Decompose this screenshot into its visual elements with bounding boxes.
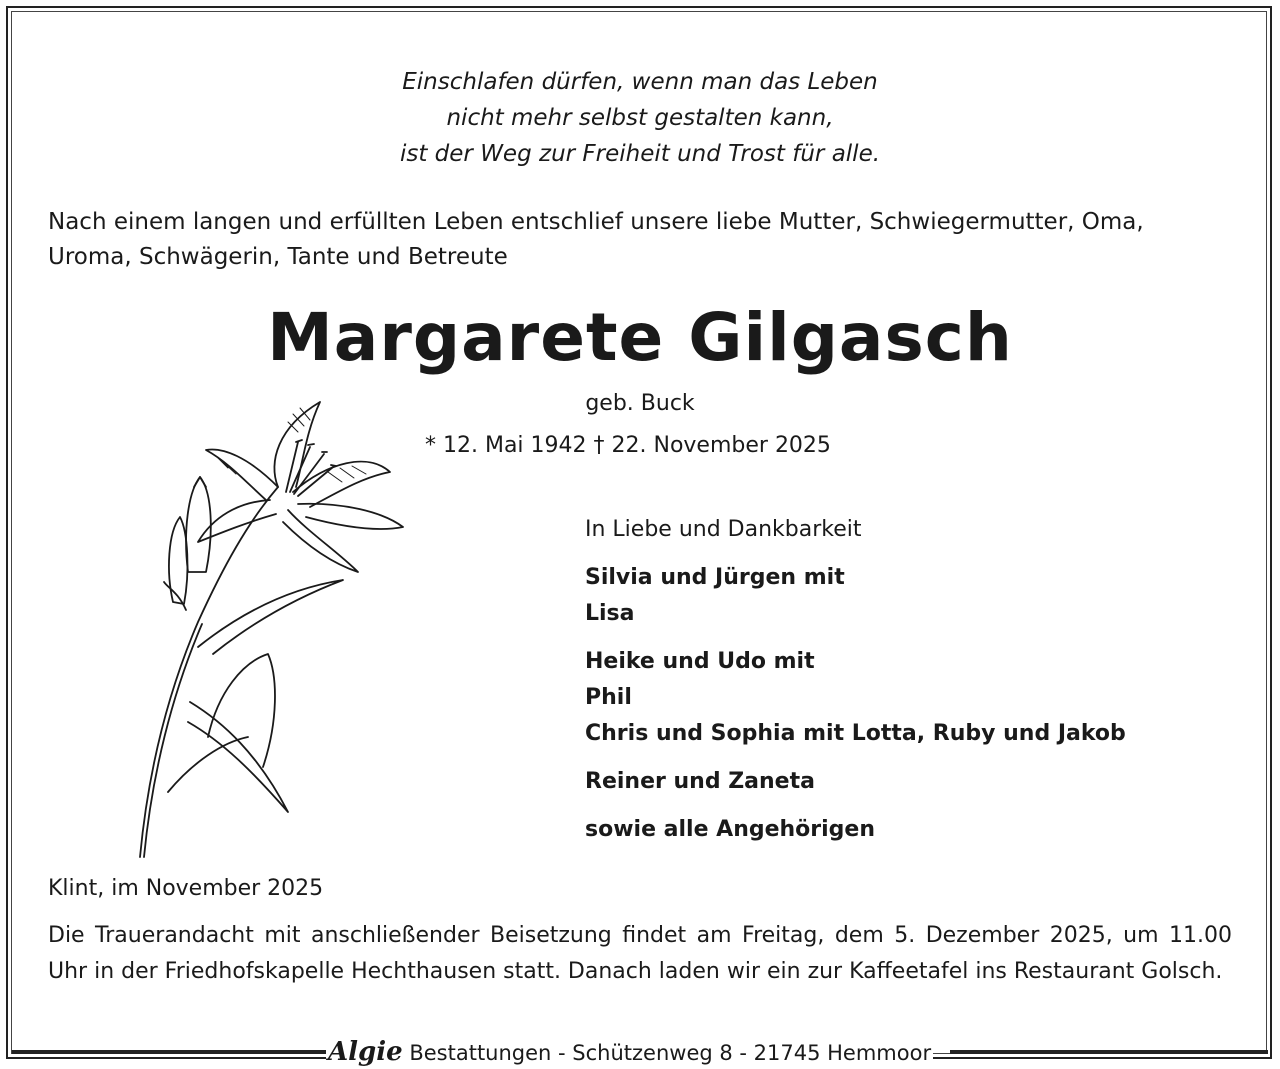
poem bbox=[0, 64, 1280, 172]
mourners-list bbox=[585, 512, 1126, 860]
family-group bbox=[585, 644, 1126, 752]
family-line: Reiner und Zaneta bbox=[585, 769, 815, 794]
family-group bbox=[585, 812, 1126, 848]
family-line: Silvia und Jürgen mit bbox=[585, 565, 845, 590]
family-line: Phil bbox=[585, 685, 632, 710]
family-line: Lisa bbox=[585, 601, 635, 626]
service-info: Die Trauerandacht mit anschließender Beisetzung findet am Freitag, dem 5. Dezember 2025, um 11.00 Uhr in der Friedhofskapelle Hechthausen statt. Danach laden wir ein zur Kaffeetafel ins Restaurant Golsch. bbox=[48, 923, 1232, 984]
family-line: Chris und Sophia mit Lotta, Ruby und Jakob bbox=[585, 721, 1126, 746]
poem-line: ist der Weg zur Freiheit und Trost für alle. bbox=[399, 141, 881, 167]
family-group bbox=[585, 560, 1126, 632]
intro-text bbox=[48, 205, 1238, 275]
footer-rule-left bbox=[12, 1050, 328, 1054]
deceased-name: Margarete Gilgasch bbox=[267, 299, 1013, 376]
family-line: Heike und Udo mit bbox=[585, 649, 815, 674]
poem-line: nicht mehr selbst gestalten kann, bbox=[446, 105, 834, 131]
footer-rule-right bbox=[950, 1050, 1268, 1054]
intro-line: Nach einem langen und erfüllten Leben entschlief unsere liebe Mutter, Schwiegermutter, Oma, bbox=[48, 209, 1144, 235]
poem-line: Einschlafen dürfen, wenn man das Leben bbox=[402, 69, 878, 95]
footer bbox=[0, 1036, 1280, 1066]
footer-text bbox=[326, 1036, 933, 1069]
born-name: geb. Buck bbox=[585, 391, 695, 416]
family-line: sowie alle Angehörigen bbox=[585, 817, 876, 842]
life-dates: * 12. Mai 1942 † 22. November 2025 bbox=[425, 433, 831, 458]
family-lead: In Liebe und Dankbarkeit bbox=[585, 517, 862, 542]
funeral-home-address: Bestattungen - Schützenweg 8 - 21745 Hemmoor bbox=[409, 1041, 932, 1065]
funeral-home-logo: Algie bbox=[328, 1037, 403, 1067]
intro-line: Uroma, Schwägerin, Tante und Betreute bbox=[48, 244, 508, 270]
family-group bbox=[585, 764, 1126, 800]
place-date: Klint, im November 2025 bbox=[48, 876, 324, 901]
lily-illustration-icon bbox=[128, 392, 418, 862]
